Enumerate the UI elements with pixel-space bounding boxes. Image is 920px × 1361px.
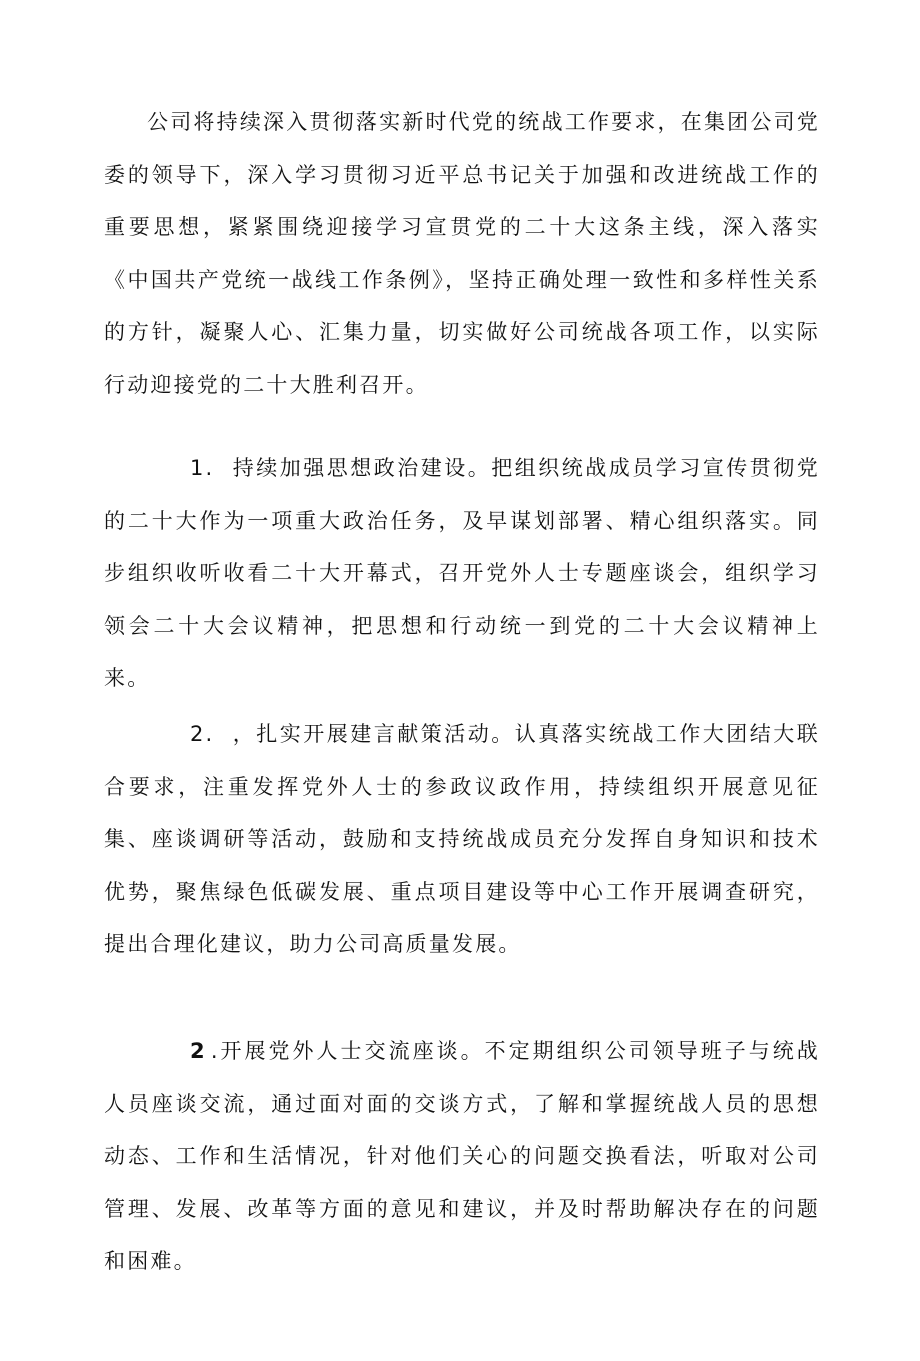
list-item-1-number: 1. <box>190 456 215 480</box>
list-item-2-text: ，扎实开展建言献策活动。认真落实统战工作大团结大联合要求，注重发挥党外人士的参政议政作用，持续组织开展意见征集、座谈调研等活动，鼓励和支持统战成员充分发挥自身知识和技术优势，聚焦绿色低碳发展、重点项目建设等中心工作开展调查研究，提出合理化建议，助力公司高质量发展。 <box>104 722 820 956</box>
list-item-2 <box>104 708 820 971</box>
list-item-3-text: .开展党外人士交流座谈。不定期组织公司领导班子与统战人员座谈交流，通过面对面的交谈方式，了解和掌握统战人员的思想动态、工作和生活情况，针对他们关心的问题交换看法，听取对公司管理、发展、改革等方面的意见和建议，并及时帮助解决存在的问题和困难。 <box>104 1039 820 1273</box>
list-item-3 <box>104 1025 820 1288</box>
list-item-2-number: 2. <box>190 722 215 746</box>
list-item-1 <box>104 442 820 705</box>
list-item-3-number: 2 <box>190 1039 207 1063</box>
list-item-1-text: 持续加强思想政治建设。把组织统战成员学习宣传贯彻党的二十大作为一项重大政治任务，及早谋划部署、精心组织落实。同步组织收听收看二十大开幕式，召开党外人士专题座谈会，组织学习领会二十大会议精神，把思想和行动统一到党的二十大会议精神上来。 <box>104 456 820 690</box>
intro-paragraph: 公司将持续深入贯彻落实新时代党的统战工作要求，在集团公司党委的领导下，深入学习贯彻习近平总书记关于加强和改进统战工作的重要思想，紧紧围绕迎接学习宣贯党的二十大这条主线，深入落实《中国共产党统一战线工作条例》，坚持正确处理一致性和多样性关系的方针，凝聚人心、汇集力量，切实做好公司统战各项工作，以实际行动迎接党的二十大胜利召开。 <box>104 110 820 397</box>
